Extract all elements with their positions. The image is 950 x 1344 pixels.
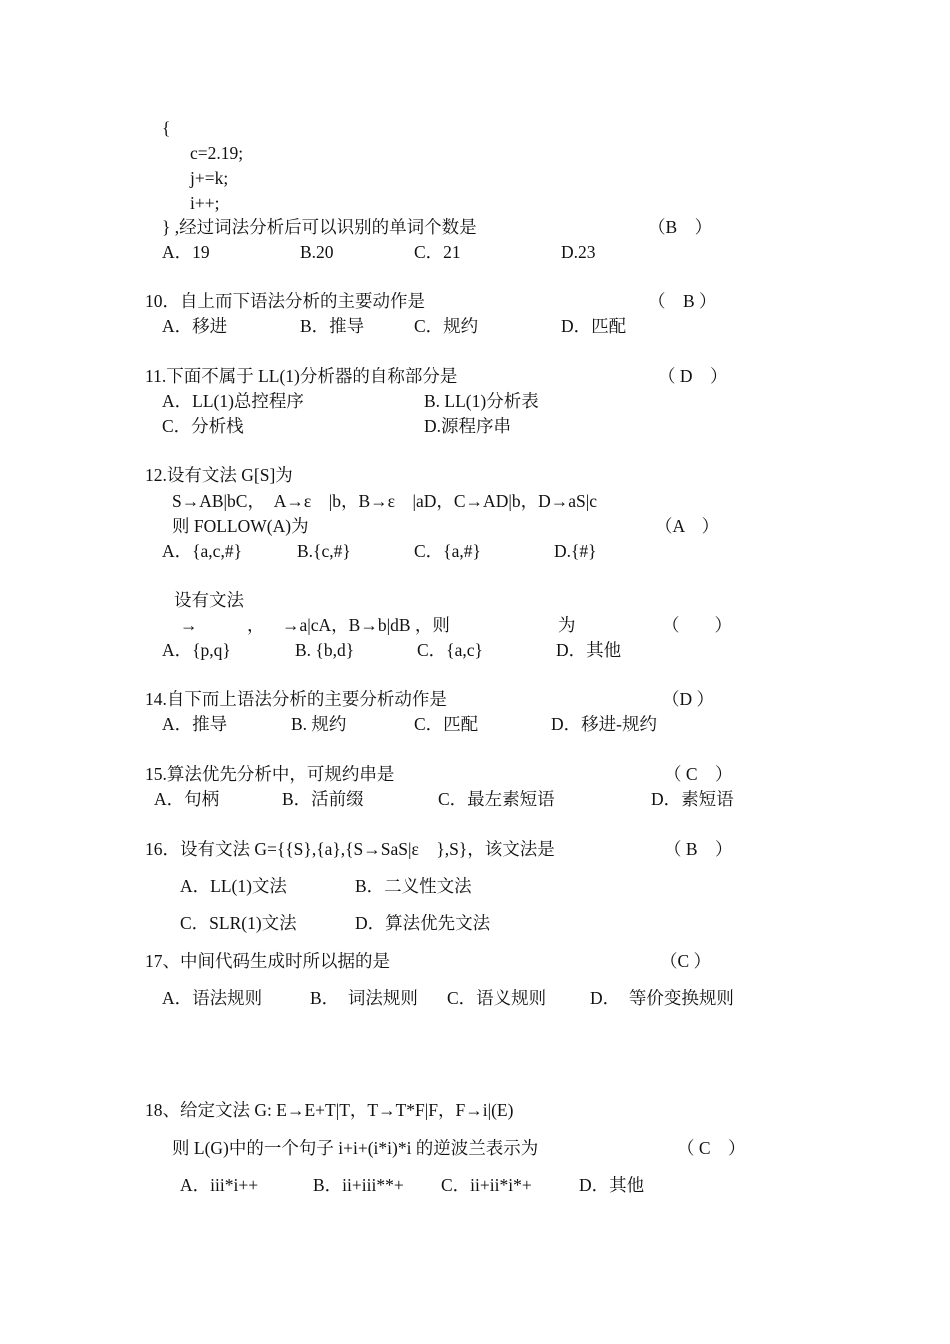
option-c: C．匹配	[414, 714, 479, 734]
question-text: 17、中间代码生成时所以据的是	[145, 951, 390, 971]
option-b: B. 规约	[291, 714, 347, 734]
answer: （ C ）	[677, 1138, 746, 1158]
question-text: 16．设有文法 G={{S},{a},{S→SaS|ε },S}，该文法是	[145, 839, 555, 859]
option-a: A．{a,c,#}	[162, 541, 242, 561]
option-a: A．LL(1)文法	[180, 876, 287, 896]
option-c: C．{a,#}	[414, 541, 481, 561]
option-d: D．素短语	[651, 789, 734, 809]
grammar-rules: →a|cA，B→b|dB ，则	[282, 615, 450, 635]
option-b: B． 词法规则	[310, 988, 418, 1008]
option-b: B. {b,d}	[295, 640, 355, 660]
answer: （ ）	[662, 615, 732, 635]
option-c: C．{a,c}	[417, 640, 483, 660]
option-a: A．推导	[162, 714, 228, 734]
option-d: D.{#}	[554, 541, 597, 561]
option-b: B.{c,#}	[297, 541, 351, 561]
question-text: } ,经过词法分析后可以识别的单词个数是	[162, 217, 477, 237]
option-d: D．匹配	[561, 316, 627, 336]
answer: （ C ）	[664, 764, 733, 784]
question-subtext: 则 FOLLOW(A)为	[172, 516, 309, 536]
question-text: 设有文法	[174, 590, 244, 610]
question-text: 12.设有文法 G[S]为	[145, 465, 293, 485]
question-text: 15.算法优先分析中，可规约串是	[145, 764, 395, 784]
answer: （ B ）	[648, 291, 717, 311]
option-b: B．ii+iii**+	[313, 1175, 404, 1195]
code-line: i++;	[190, 193, 220, 213]
option-d: D．算法优先文法	[355, 913, 491, 933]
option-c: C．21	[414, 242, 461, 262]
grammar-comma: ，	[247, 615, 265, 635]
option-b: B. LL(1)分析表	[424, 391, 539, 411]
answer: （ B ）	[664, 839, 733, 859]
option-d: D.源程序串	[424, 416, 512, 436]
option-a: A．{p,q}	[162, 640, 231, 660]
option-d: D． 等价变换规则	[590, 988, 734, 1008]
option-a: A．语法规则	[162, 988, 263, 1008]
answer: （ D ）	[658, 366, 728, 386]
question-subtext: 则 L(G)中的一个句子 i+i+(i*i)*i 的逆波兰表示为	[172, 1138, 539, 1158]
grammar-arrow: →	[180, 615, 198, 635]
option-d: D．其他	[579, 1175, 645, 1195]
option-a: A．LL(1)总控程序	[162, 391, 304, 411]
question-text: 10．自上而下语法分析的主要动作是	[145, 291, 425, 311]
option-b: B．推导	[300, 316, 365, 336]
option-c: C．ii+ii*i*+	[441, 1175, 532, 1195]
option-c: C．最左素短语	[438, 789, 555, 809]
option-c: C．SLR(1)文法	[180, 913, 297, 933]
option-c: C．语义规则	[447, 988, 547, 1008]
answer: （C ）	[660, 951, 712, 971]
question-text: 11.下面不属于 LL(1)分析器的自称部分是	[145, 366, 458, 386]
option-d: D．其他	[556, 640, 622, 660]
question-text: 14.自下而上语法分析的主要分析动作是	[145, 689, 447, 709]
option-c: C．规约	[414, 316, 479, 336]
code-brace-open: {	[162, 118, 171, 138]
option-b: B．二义性文法	[355, 876, 472, 896]
grammar-rules: S→AB|bC， A→ε |b，B→ε |aD，C→AD|b，D→aS|c	[172, 491, 597, 511]
option-a: A．移进	[162, 316, 228, 336]
option-a: A．iii*i++	[180, 1175, 259, 1195]
question-text: 18、给定文法 G: E→E+T|T，T→T*F|F，F→i|(E)	[145, 1100, 514, 1120]
answer: （D ）	[662, 689, 715, 709]
option-c: C．分析栈	[162, 416, 244, 436]
answer: （A ）	[655, 516, 720, 536]
option-a: A．19	[162, 242, 210, 262]
option-a: A．句柄	[154, 789, 220, 809]
code-line: j+=k;	[190, 168, 229, 188]
answer: （B ）	[648, 217, 713, 237]
option-b: B．活前缀	[282, 789, 364, 809]
option-d: D．移进-规约	[551, 714, 657, 734]
option-d: D.23	[561, 242, 596, 262]
option-b: B.20	[300, 242, 334, 262]
question-subtext: 为	[558, 615, 576, 635]
code-line: c=2.19;	[190, 143, 244, 163]
